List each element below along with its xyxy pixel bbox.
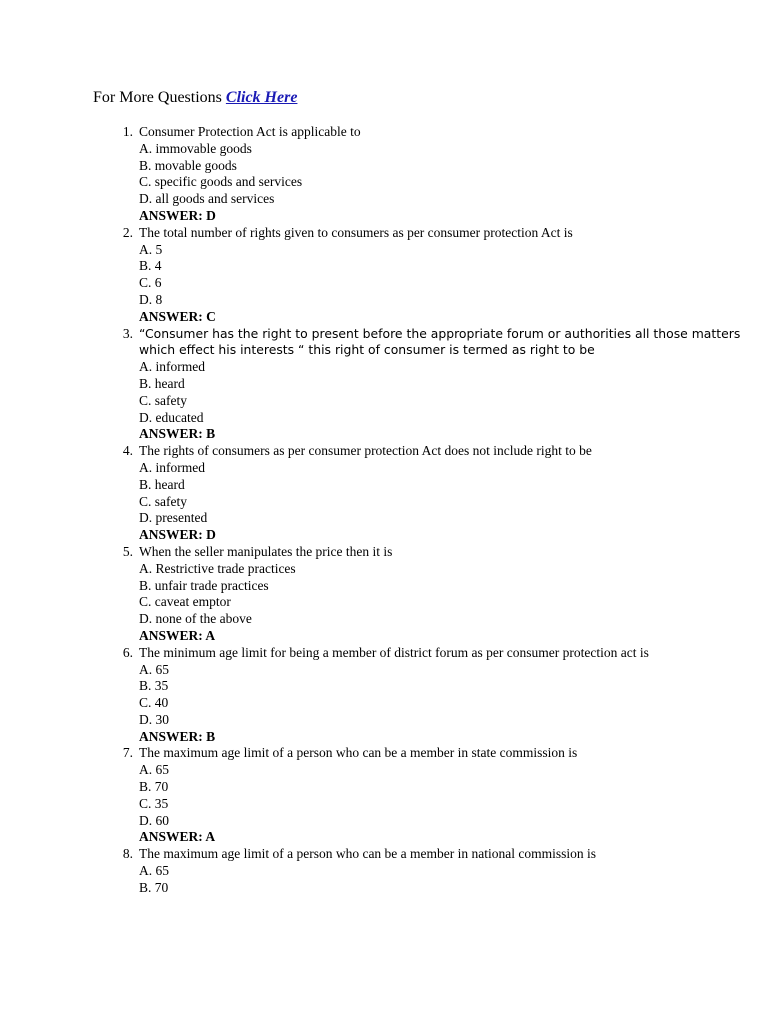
answer-option: C. safety: [139, 392, 187, 408]
click-here-link[interactable]: Click Here: [225, 89, 298, 106]
answer-option: A. 65: [139, 863, 169, 879]
answer-option: A. informed: [139, 359, 205, 375]
answer-option: D. educated: [139, 409, 204, 425]
question-item: [113, 745, 753, 846]
answer-option: C. safety: [139, 493, 187, 509]
question-text: [139, 124, 753, 141]
answer-key: ANSWER: A: [139, 627, 216, 643]
question-text: [139, 645, 753, 662]
answer-option: C. caveat emptor: [139, 594, 231, 610]
question-number: 8.: [122, 846, 133, 862]
answer-option: A. immovable goods: [139, 140, 252, 156]
answer-option: B. 70: [139, 879, 169, 895]
answer-key: ANSWER: C: [139, 308, 216, 324]
answer-key: ANSWER: B: [139, 728, 216, 744]
question-number: 7.: [122, 745, 133, 761]
answer-option: B. movable goods: [139, 157, 237, 173]
question-text: [139, 745, 753, 762]
answer-key: ANSWER: D: [139, 527, 216, 543]
question-item: [113, 326, 753, 444]
answer-key: ANSWER: B: [139, 426, 216, 442]
answer-key: ANSWER: D: [139, 207, 216, 223]
answer-option: D. 60: [139, 812, 169, 828]
answer-option: B. unfair trade practices: [139, 577, 269, 593]
question-item: [113, 443, 753, 544]
question-text-line: The total number of rights given to consumers as per consumer protection Act is: [139, 224, 573, 240]
question-text-line: The maximum age limit of a person who can be a member in state commission is: [139, 745, 578, 761]
question-number: 6.: [122, 644, 133, 660]
answer-option: B. 70: [139, 779, 169, 795]
question-text: [139, 326, 753, 360]
answer-option: B. 35: [139, 678, 169, 694]
answer-option: A. 65: [139, 762, 169, 778]
question-item: [113, 544, 753, 645]
question-number: 1.: [122, 124, 133, 139]
question-item: [113, 225, 753, 326]
answer-option: B. heard: [139, 476, 185, 492]
question-text-line: Consumer Protection Act is applicable to: [139, 124, 361, 139]
question-text: [139, 225, 753, 242]
question-list: [113, 124, 753, 897]
question-number: 2.: [122, 224, 133, 240]
question-number: 5.: [122, 543, 133, 559]
answer-option: A. informed: [139, 459, 205, 475]
question-text-line: When the seller manipulates the price then it is: [139, 543, 393, 559]
question-text-line: which effect his interests “ this right of consumer is termed as right to be: [139, 342, 595, 358]
page-header: [93, 88, 297, 108]
answer-option: D. presented: [139, 510, 208, 526]
question-item: [113, 124, 753, 225]
question-text-line: The maximum age limit of a person who can be a member in national commission is: [139, 846, 597, 862]
question-text-line: The rights of consumers as per consumer protection Act does not include right to be: [139, 443, 592, 459]
question-number: 4.: [122, 443, 133, 459]
answer-option: D. none of the above: [139, 611, 252, 627]
question-text: [139, 544, 753, 561]
question-text-line: “Consumer has the right to present before the appropriate forum or authorities all those matters: [139, 325, 741, 341]
answer-option: B. 4: [139, 258, 162, 274]
answer-option: A. 5: [139, 241, 163, 257]
header-prefix: For More Questions: [93, 89, 222, 106]
answer-option: C. specific goods and services: [139, 174, 303, 190]
question-number: 3.: [122, 325, 133, 341]
answer-option: C. 35: [139, 795, 169, 811]
answer-option: C. 40: [139, 695, 169, 711]
answer-option: D. 8: [139, 291, 163, 307]
question-text-line: The minimum age limit for being a member of district forum as per consumer protection act is: [139, 644, 649, 660]
answer-option: A. Restrictive trade practices: [139, 560, 296, 576]
answer-option: D. all goods and services: [139, 191, 275, 207]
question-text: [139, 846, 753, 863]
answer-option: D. 30: [139, 711, 169, 727]
question-text: [139, 443, 753, 460]
answer-option: A. 65: [139, 661, 169, 677]
question-item: [113, 846, 753, 896]
question-item: [113, 645, 753, 746]
answer-option: B. heard: [139, 375, 185, 391]
answer-option: C. 6: [139, 275, 162, 291]
answer-key: ANSWER: A: [139, 829, 216, 845]
